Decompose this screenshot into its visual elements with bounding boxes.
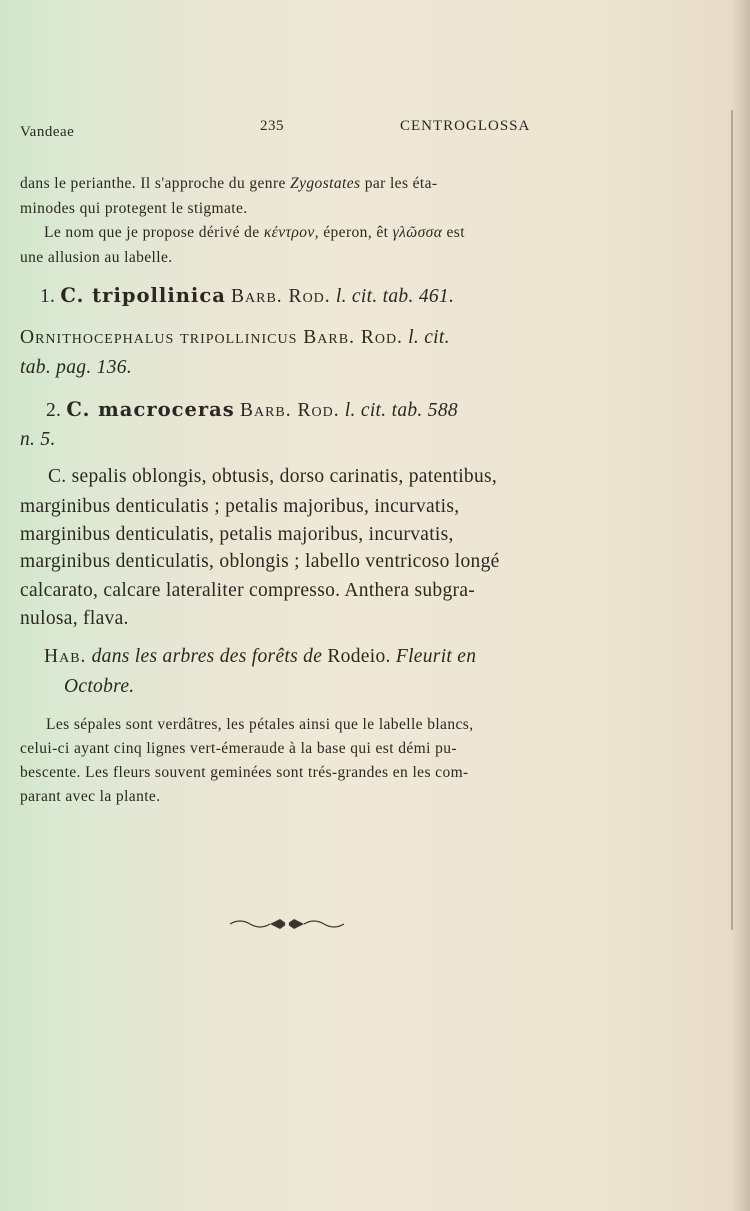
habitat-line-1 — [44, 646, 476, 668]
description-line-5: calcarato, calcare lateraliter compresso. Anthera subgra- — [20, 580, 476, 601]
description-line-2: marginibus denticulatis ; petalis majoribus, incurvatis, — [20, 496, 460, 517]
description-line-6: nulosa, flava. — [20, 608, 129, 629]
habitat-label: Hab. — [44, 646, 87, 667]
species-author: Barb. Rod. — [239, 400, 340, 421]
intro-line-4: une allusion au labelle. — [20, 249, 173, 266]
habitat-text: Fleurit en — [395, 646, 477, 667]
intro-line-3 — [44, 224, 465, 242]
intro-text: est — [446, 224, 465, 241]
synonym-reference: l. cit. — [408, 327, 450, 348]
note-line-2: celui-ci ayant cinq lignes vert-émeraude à la base qui est démi pu- — [20, 740, 457, 757]
note-line-1: Les sépales sont verdâtres, les pétales ainsi que le labelle blancs, — [46, 716, 474, 733]
species-2-heading — [46, 398, 458, 422]
synonym-line-1 — [20, 327, 450, 349]
species-number: 1. — [40, 286, 56, 307]
greek-word: γλῶσσα — [392, 224, 443, 241]
intro-text: dans le perianthe. Il s'approche du genre — [20, 175, 286, 192]
intro-text: Le nom que je propose dérivé de — [44, 224, 260, 241]
description-line-4: marginibus denticulatis, oblongis ; labello ventricoso longé — [20, 551, 500, 572]
intro-line-2: minodes qui protegent le stigmate. — [20, 200, 248, 217]
species-reference: l. cit. tab. 461. — [335, 286, 455, 307]
species-name: C. macroceras — [66, 398, 235, 421]
habitat-line-2: Octobre. — [64, 676, 135, 697]
species-number: 2. — [46, 400, 62, 421]
species-name: C. tripollinica — [60, 284, 226, 307]
synonym-name: Ornithocephalus tripollinicus Barb. Rod. — [20, 327, 403, 348]
species-author: Barb. Rod. — [231, 286, 331, 307]
page-edge-shadow — [732, 0, 750, 1211]
page-number: 235 — [260, 118, 284, 134]
species-1-heading — [40, 284, 454, 308]
intro-text: éperon, êt — [323, 224, 389, 241]
habitat-place: Rodeio. — [327, 646, 391, 667]
synonym-line-2: tab. pag. 136. — [20, 357, 132, 378]
tailpiece-ornament-icon — [228, 914, 346, 934]
running-head-right: CENTROGLOSSA — [400, 118, 531, 134]
species-reference: l. cit. tab. 588 — [344, 400, 458, 421]
running-head-left: Vandeae — [20, 124, 75, 140]
description-line-1: C. sepalis oblongis, obtusis, dorso carinatis, patentibus, — [48, 466, 498, 487]
habitat-text: dans les arbres des forêts de — [91, 646, 323, 667]
intro-text: par les éta- — [364, 175, 438, 192]
species-2-ref-line-2: n. 5. — [20, 429, 56, 450]
note-line-3: bescente. Les fleurs souvent geminées sont trés-grandes en les com- — [20, 764, 469, 781]
greek-word: κέντρον, — [263, 224, 319, 241]
intro-line-1 — [20, 175, 437, 193]
genus-name: Zygostates — [290, 175, 361, 192]
note-line-4: parant avec la plante. — [20, 788, 161, 805]
binding-line — [731, 110, 733, 930]
description-line-3: marginibus denticulatis, petalis majoribus, incurvatis, — [20, 524, 454, 545]
